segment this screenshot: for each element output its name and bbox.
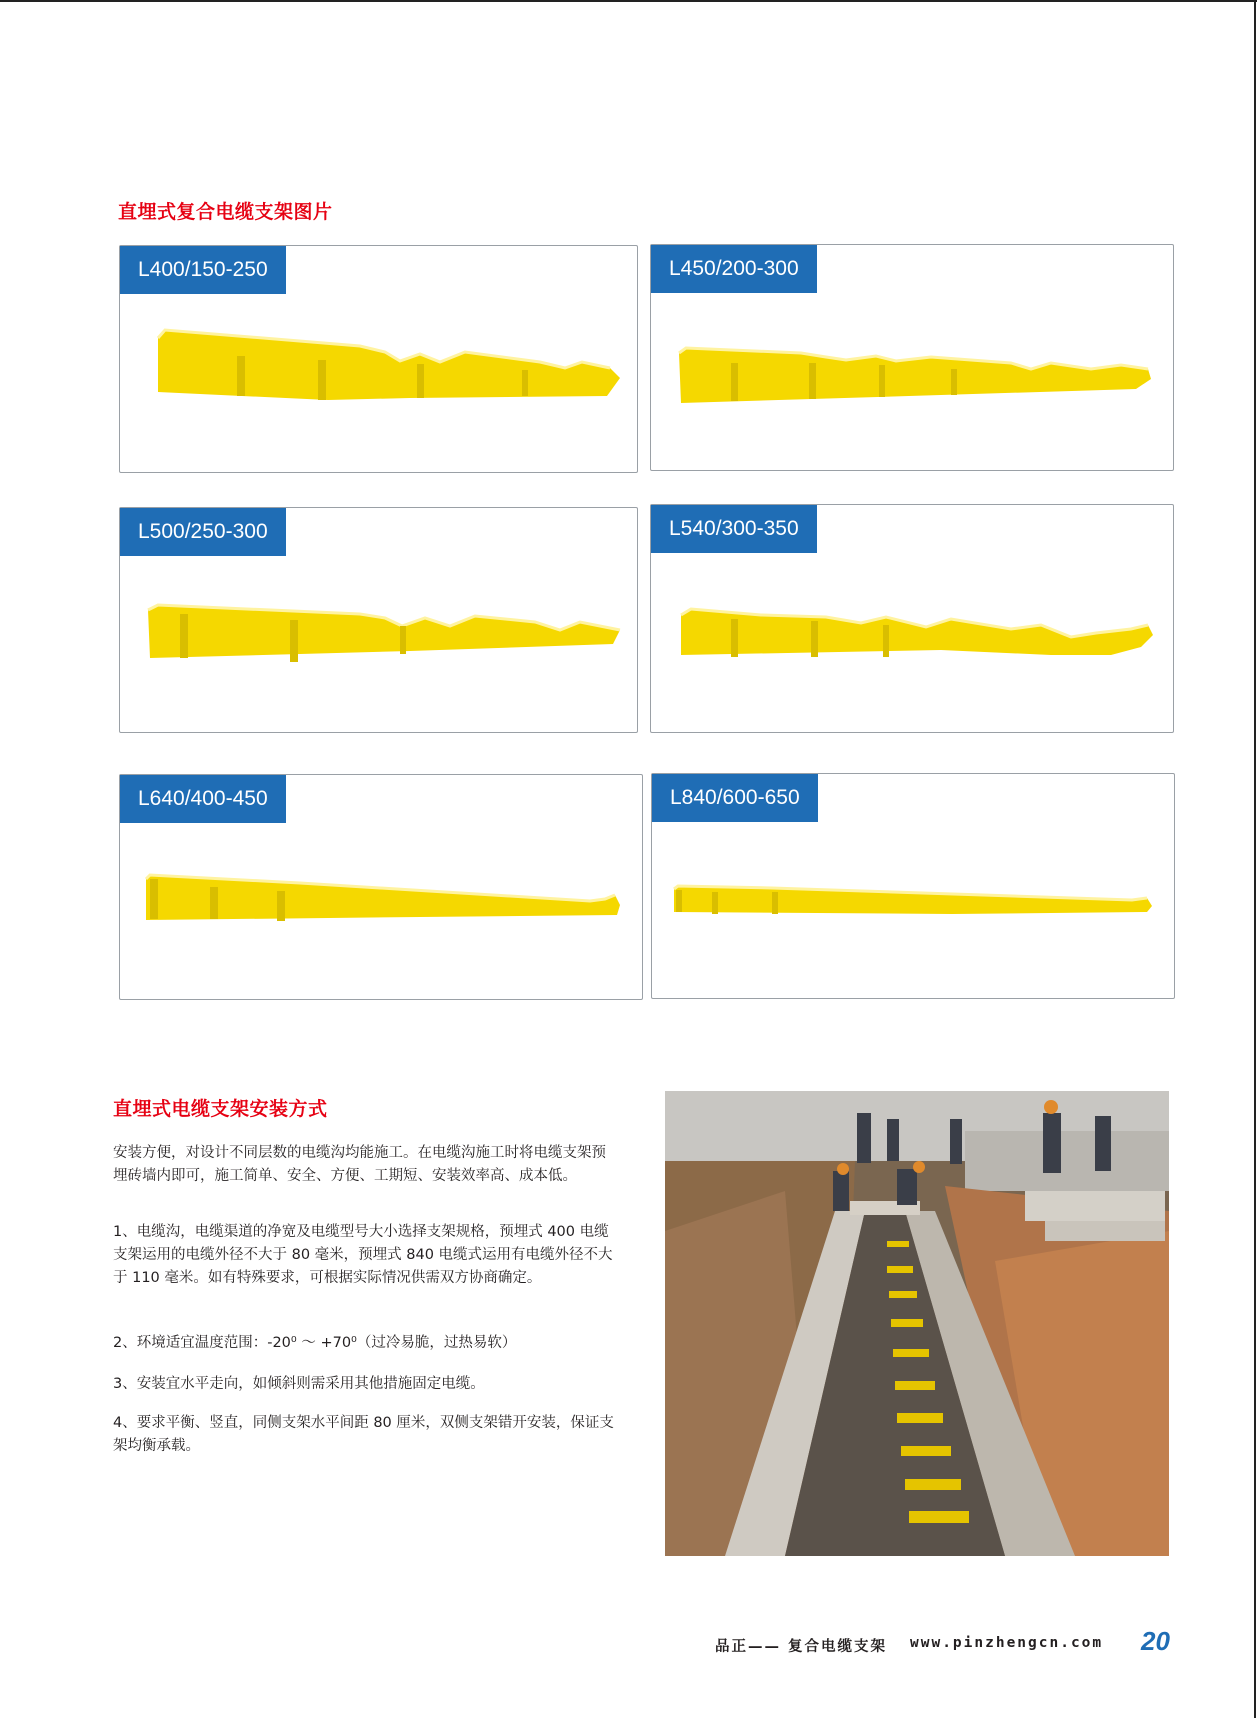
footer-url: www.pinzhengcn.com xyxy=(910,1635,1104,1651)
product-card xyxy=(650,244,1174,471)
product-card xyxy=(650,504,1174,733)
footer-brand: 品正—— 复合电缆支架 xyxy=(715,1639,888,1655)
install-intro: 安装方便，对设计不同层数的电缆沟均能施工。在电缆沟施工时将电缆支架预埋砖墙内即可，施工简单、安全、方便、工期短、安装效率高、成本低。 xyxy=(113,1145,606,1184)
product-model-label: L640/400-450 xyxy=(120,775,286,823)
bracket-image xyxy=(651,245,1175,472)
bracket-image xyxy=(120,775,644,1001)
install-point: 3、安装宜水平走向，如倾斜则需采用其他措施固定电缆。 xyxy=(113,1376,485,1392)
install-point: 4、要求平衡、竖直，同侧支架水平间距 80 厘米，双侧支架错开安装，保证支架均衡承载。 xyxy=(113,1415,614,1454)
product-card xyxy=(119,245,638,473)
top-border xyxy=(0,0,1257,2)
product-model-label: L840/600-650 xyxy=(652,774,818,822)
install-title: 直埋式电缆支架安装方式 xyxy=(113,1098,328,1120)
product-card xyxy=(119,507,638,733)
bracket-image xyxy=(652,774,1176,1000)
product-model-label: L500/250-300 xyxy=(120,508,286,556)
install-point: 2、环境适宜温度范围：-20⁰ ～ +70⁰（过冷易脆，过热易软） xyxy=(113,1335,517,1351)
installation-photo xyxy=(665,1091,1169,1556)
product-model-label: L400/150-250 xyxy=(120,246,286,294)
page-number: 20 xyxy=(1141,1626,1170,1656)
gallery-title: 直埋式复合电缆支架图片 xyxy=(118,201,333,223)
product-card xyxy=(119,774,643,1000)
product-model-label: L450/200-300 xyxy=(651,245,817,293)
product-card xyxy=(651,773,1175,999)
bracket-image xyxy=(651,505,1175,734)
product-model-label: L540/300-350 xyxy=(651,505,817,553)
bracket-image xyxy=(120,246,639,474)
install-point: 1、电缆沟，电缆渠道的净宽及电缆型号大小选择支架规格，预埋式 400 电缆支架运用的电缆外径不大于 80 毫米，预埋式 840 电缆式运用有电缆外径不大于 110 毫米。如有特殊要求，可根据实际情况供需双方协商确定。 xyxy=(113,1224,613,1286)
bracket-image xyxy=(120,508,639,734)
right-border xyxy=(1254,0,1256,1718)
